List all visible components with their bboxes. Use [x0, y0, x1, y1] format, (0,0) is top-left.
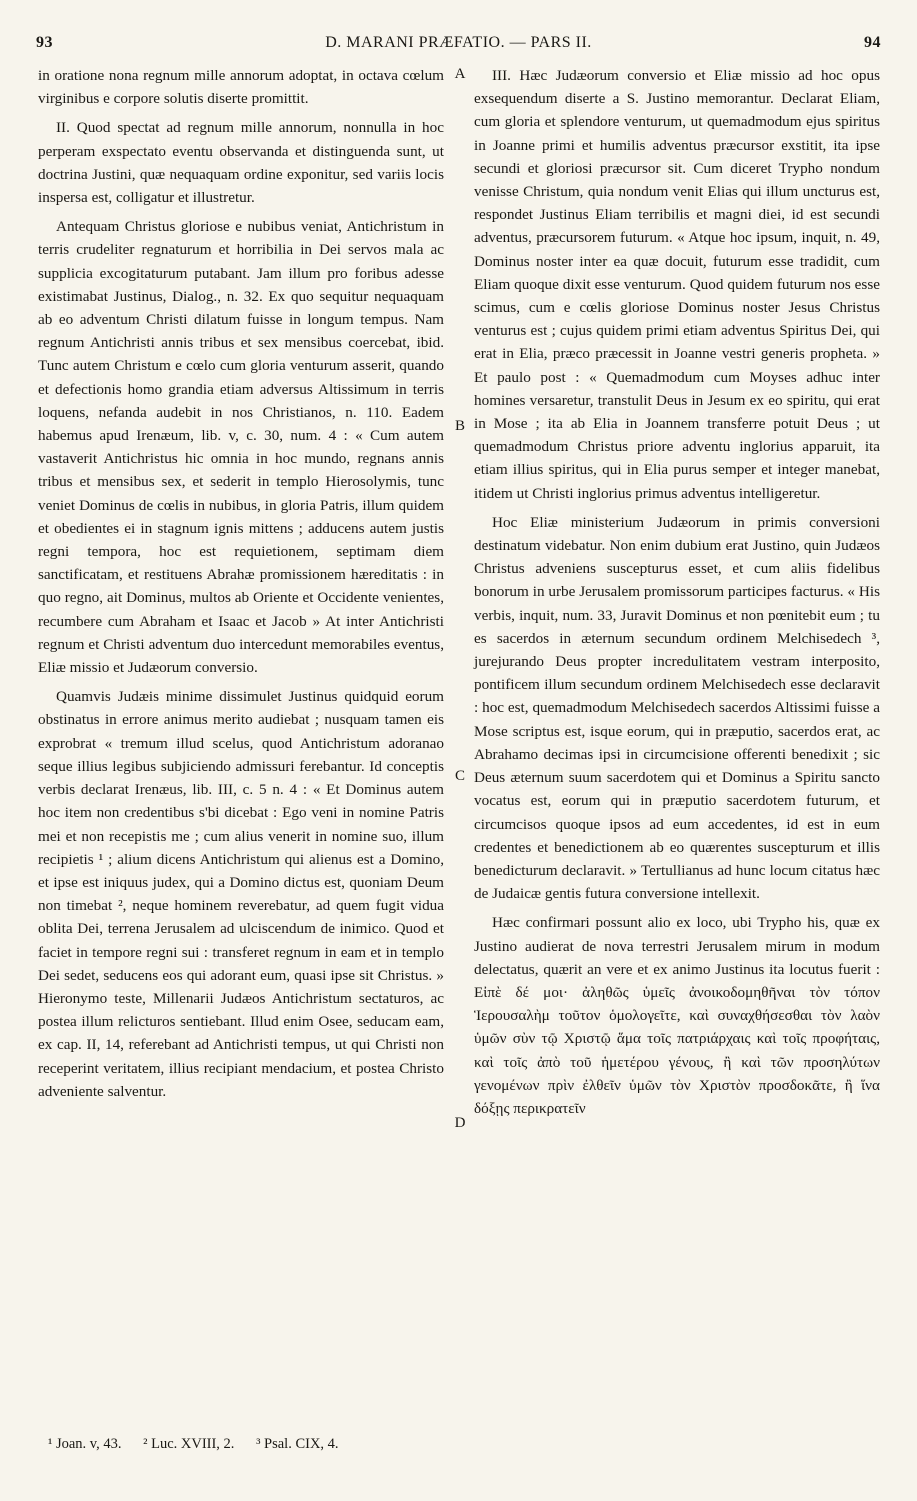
footnote: ² Luc. XVIII, 2.: [143, 1436, 235, 1452]
running-title: D. MARANI PRÆFATIO. — PARS II.: [325, 34, 592, 51]
paragraph: Quamvis Judæis minime dissimulet Justinus quidquid eorum obstinatus in errore animus merito audiebat ; nusquam tamen eis exprobrat « tremum illud scelus, quod Antichristum adoranao seque illius legibus subjiciendo admissuri ferebantur. Id conceptis verbis declarat Irenæus, lib. III, c. 5 n. 4 : « Et Dominus autem hoc item non credentibus s'bi dicebat : Ego veni in nomine Patris mei et non recepistis me ; cum alius venerit in nomine suo, illum recipietis ¹ ; alium dicens Antichristum qui alienus est a Domino, et ipse est iniquus judex, qui a Domino dictus est, quoniam Deum non timebat ², neque hominem reverebatur, ad quem fugit vidua oblita Dei, terrena Jerusalem ad ulciscendum de inimico. Quod et faciet in tempore regni sui : transferet regnum in eam et in templo Dei sedet, seducens eos qui adorant eum, quasi ipse sit Christus. » Hieronymo teste, Millenarii Judæos Antichristum sectaturos, ac postea illum relicturos sentiebant. Illud enim Osee, seducam eam, ex cap. II, 14, referebant ad Antichristi tempus, ut qui Christi non receperint veritatem, illius recipiant mendacium, et postea Christo adveniente salventur.: [38, 688, 444, 1100]
footnote: ³ Psal. CIX, 4.: [256, 1436, 339, 1452]
footnotes: [48, 1436, 458, 1460]
margin-marker-d: D: [454, 1115, 466, 1131]
paragraph: Antequam Christus gloriose e nubibus veniat, Antichristum in terris crudeliter regnaturum et horribilia in Dei servos mala ac supplicia excogitaturum putabant. Jam illum pro foribus adesse existimabat Justinus, Dialog., n. 32. Ex quo sequitur nequaquam ab eo adventum Christi dilatum fuisse in longum tempus. Nam regnum Antichristi annis tribus et sex mensibus coercebat, ibid. Tunc autem Christum e cœlo cum gloria venturum asserit, quando et defectionis homo grandia etiam adversus Altissimum in terris loquens, nefanda audebit in nos Christianos, n. 110. Eadem habemus apud Irenæum, lib. v, c. 30, num. 4 : « Cum autem vastaverit Antichristus hic omnia in hoc mundo, regnans annis tribus et mensibus sex, et sederit in templo Hierosolymis, tunc veniet Dominus de cœlis in nubibus, in gloria Patris, illum quidem et obedientes ei in stagnum ignis mittens ; adducens autem justis regni tempora, hoc est requietionem, septimam diem sanctificatam, et restituens Abrahæ promissionem hæreditatis : in quo regno, ait Dominus, multos ab Oriente et Occidente venientes, recumbere cum Abraham et Isaac et Jacob » At inter Antichristi regnum et Christi adventum duo intercedunt memorabiles eventus, Eliæ missio et Judæorum conversio.: [38, 218, 444, 677]
page-number-left: 93: [36, 34, 53, 51]
footnote: ¹ Joan. v, 43.: [48, 1436, 122, 1452]
paragraph: III. Hæc Judæorum conversio et Eliæ missio ad hoc opus exsequendum diserte a S. Justino memorantur. Declarat Eliam, cum gloria et splendore venturum, ut quemadmodum ejus spiritus in Joanne primi et humilis adventus præcursor exstitit, ita ipse secundi et gloriosi præcursor sit. Cum diceret Trypho nondum venisse Christum, quia nondum venit Elias qui illum uncturus est, respondet Justinus Eliam terribilis et magni diei, id est secundi adventus, præcursorem futurum. « Atque hoc ipsum, inquit, n. 49, Dominus noster inter ea quæ docuit, futurum esse tradidit, cum Eliam quoque dixit esse venturum. Quod quidem futurum nos esse scimus, cum e cœlis gloriose Dominus noster Jesus Christus venturus est ; cujus quidem primi etiam adventus Spiritus Dei, qui erat in Elia, præco præcessit in Joanne vestri generis propheta. » Et paulo post : « Quemadmodum cum Moyses adhuc inter homines versaretur, transtulit Deus in Jesum ex eo spiritu, qui erat in Mose ; ita ab Elia in Joannem transferre potuit Deus ; ut quemadmodum Christus priore adventu inglorius apparuit, ita etiam illius spiritus, qui in Elia purus semper et integer manebat, itidem ut Christi inglorius primus adventus intelligeretur.: [474, 67, 880, 502]
paragraph: Hoc Eliæ ministerium Judæorum in primis conversioni destinatum videbatur. Non enim dubium erat Justino, quin Judæos Christus adveniens suscepturus esset, et cum aliis fidelibus bonorum in urbe Jerusalem promissorum participes facturus. « His verbis, inquit, num. 33, Juravit Dominus et non pœnitebit eum ; tu es sacerdos in æternum secundum ordinem Melchisedech ³, jurejurando Deus propter incredulitatem vestram interposito, pontificem illum secundum ordinem Melchisedech esse declaravit : hoc est, quemadmodum Melchisedech sacerdos Altissimi fuisse a Mose scriptus est, isque eorum, qui in præputio, sacerdos erat, ac Abrahamo decimas ipsi in circumcisione offerenti benedixit ; sic Deus æternum suum sacerdotem qui et Dominus a Spiritu sancto vocatus est, eorum qui in præputio sacerdotem futurum, et circumcisos quoque ipsos ad eum accedentes, id est in eum credentes et benedictionem ab eo quærentes suscepturum et illis benedicturum declaravit. » Tertullianus ad hunc locum citatus hæc de Judaicæ gentis futura conversione intellexit.: [474, 513, 880, 903]
right-column: [474, 64, 880, 1126]
left-column: [38, 64, 444, 1109]
margin-marker-c: C: [454, 768, 465, 784]
page-header: [36, 34, 881, 60]
page-number-right: 94: [864, 34, 881, 51]
margin-marker-b: B: [454, 418, 465, 434]
paragraph: Hæc confirmari possunt alio ex loco, ubi Trypho his, quæ ex Justino audierat de nova terrestri Jerusalem mirum in modum delectatus, quærit an vere et ex animo Justinus ita locutus fuerit : Εἰπὲ δέ μοι· ἀληθῶς ὑμεῖς ἀνοικοδομηθῆναι τὸν τόπον Ἱερουσαλὴμ τοῦτον ὁμολογεῖτε, καὶ συναχθήσεσθαι τὸν λαὸν ὑμῶν σὺν τῷ Χριστῷ ἅμα τοῖς πατριάρχαις καὶ τοῖς προφήταις, καὶ τοῖς ἀπὸ τοῦ ἡμετέρου γένους, ἢ καὶ τῶν προσηλύτων γενομένων πρὶν ἐλθεῖν ὑμῶν τὸν Χριστὸν προσδοκᾶτε, ἢ ἵνα δόξῃς περικρατεῖν: [474, 914, 880, 1117]
margin-marker-a: A: [454, 66, 466, 82]
paragraph: II. Quod spectat ad regnum mille annorum, nonnulla in hoc perperam exspectato eventu observanda et distinguenda sunt, ut doctrina Justini, quæ nequaquam ordine exponitur, sed variis locis inspersa est, colligatur et illustretur.: [38, 119, 444, 207]
paragraph: in oratione nona regnum mille annorum adoptat, in octava cœlum virginibus e corpore solutis diserte promittit.: [38, 67, 444, 108]
